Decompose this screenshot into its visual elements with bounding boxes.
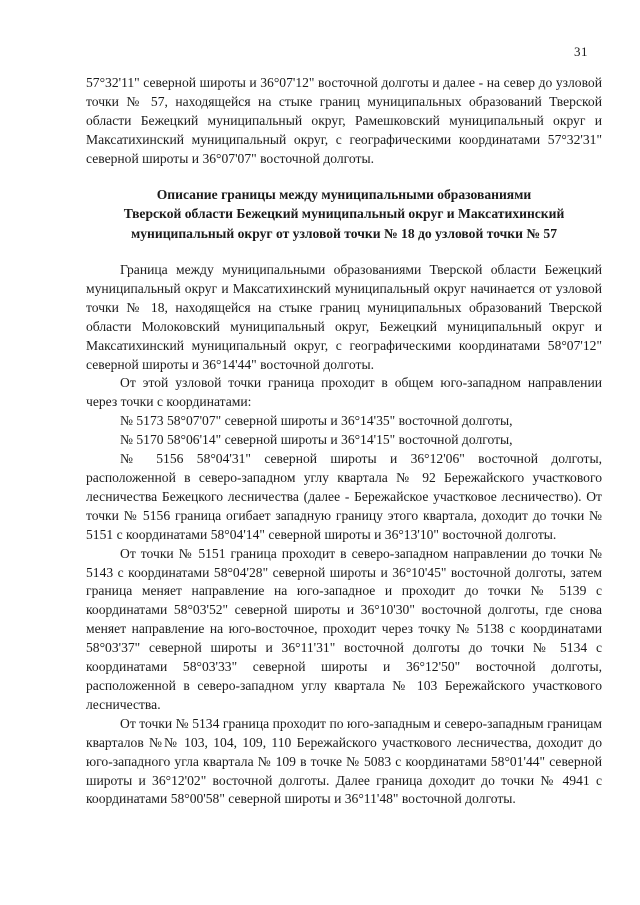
page-number: 31: [574, 44, 588, 59]
paragraph-point-5151: От точки № 5151 граница проходит в северо-западном направлении до точки № 5143 с координатами 58°04'28" северной широты и 36°10'45" восточной долготы, затем граница меняет направление на юго-западное и проходит до точки № 5139 с координатами 58°03'52" северной широты и 36°10'30" восточной долготы, где снова меняет направление на юго-восточное, проходит через точку № 5138 с координатами 58°03'37" северной широты и 36°11'31" восточной долготы до точки № 5134 с координатами 58°03'33" северной широты и 36°12'50" восточной долготы, расположенной в северо-западном углу квартала № 103 Бережайского участкового лесничества.: [86, 545, 602, 712]
paragraph-point-5170: № 5170 58°06'14" северной широты и 36°14'15" восточной долготы,: [120, 432, 513, 448]
paragraph-point-5156: № 5156 58°04'31" северной широты и 36°12'06" восточной долготы, расположенной в северо-западном углу квартала № 92 Бережайского участкового лесничества Бежецкого лесничества (далее - Бережайское участковое лесничество). От точки № 5156 граница огибает западную границу этого квартала, доходит до точки № 5151 с координатами 58°04'14" северной широты и 36°13'10" восточной долготы.: [86, 451, 602, 542]
section-heading-line-2: Тверской области Бежецкий муниципальный округ и Максатихинский: [123, 206, 565, 222]
section-heading: [86, 185, 602, 244]
paragraph-direction: От этой узловой точки граница проходит в общем юго-западном направлении через точки с координатами:: [86, 375, 602, 410]
paragraph-point-5134: От точки № 5134 граница проходит по юго-западным и северо-западным границам кварталов №№ 103, 104, 109, 110 Бережайского участкового лесничества, доходит до юго-западного угла квартала № 109 в точке № 5083 с координатами 58°01'44" северной широты и 36°12'02" восточной долготы. Далее граница доходит до точки № 4941 с координатами 58°00'58" северной широты и 36°11'48" восточной долготы.: [86, 715, 602, 807]
section-heading-line-3: муниципальный округ от узловой точки № 18 до узловой точки № 57: [130, 225, 558, 241]
paragraph-continuation: 57°32'11" северной широты и 36°07'12" восточной долготы и далее - на север до узловой точки № 57, находящейся на стыке границ муниципальных образований Тверской области Бежецкий муниципальный округ, Рамешковский муниципальный округ и Максатихинский муниципальный округ, с географическими координатами 57°32'31" северной широты и 36°07'07" восточной долготы.: [86, 75, 602, 166]
section-heading-line-1: Описание границы между муниципальными образованиями: [156, 186, 532, 202]
paragraph-point-5173: № 5173 58°07'07" северной широты и 36°14'35" восточной долготы,: [120, 413, 513, 429]
paragraph-boundary-start: Граница между муниципальными образованиями Тверской области Бежецкий муниципальный округ и Максатихинский муниципальный округ начинается от узловой точки № 18, находящейся на стыке границ муниципальных образований Тверской области Молоковский муниципальный округ, Бежецкий муниципальный округ и Максатихинский муниципальный округ, с географическими координатами 58°07'12" северной широты и 36°14'44" восточной долготы.: [86, 262, 602, 372]
document-body: [86, 74, 602, 809]
